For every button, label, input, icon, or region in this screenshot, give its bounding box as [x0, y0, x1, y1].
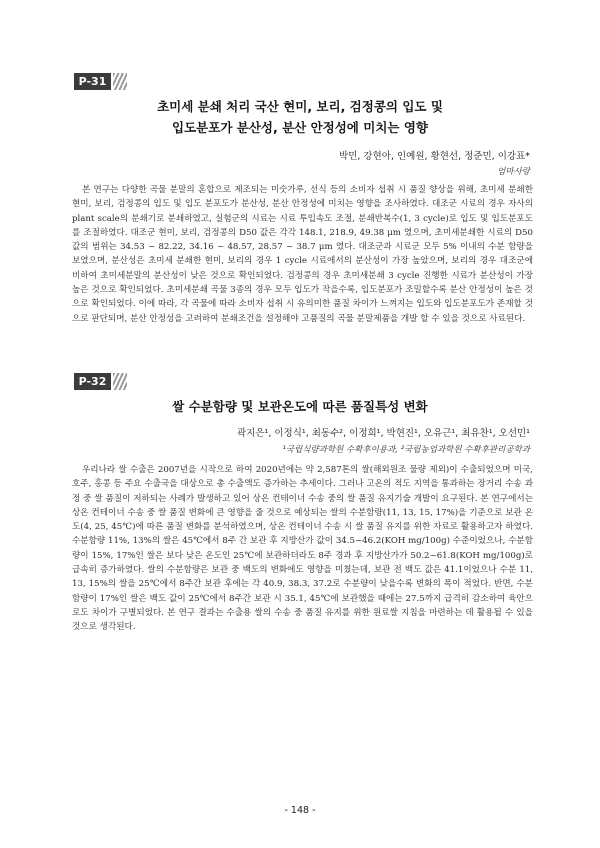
abstract-body-text: 우리나라 쌀 수출은 2007년을 시작으로 하여 2020년에는 약 2,587톤의 쌀(해외원조 물량 제외)이 수출되었으며 미국, 호주, 홍콩 등 주요 수출국을 대상으로 총 수출액도 증가하는 추세이다. 그러나 고온의 적도 지역을 통과하는 장거리 수송 과정 중 쌀 품질이 저하되는 사례가 발생하고 있어 상온 컨테이너 수송 중의 쌀 품질 유지기술 개발이 요구된다. 본 연구에서는 상온 컨테이너 수송 중 쌀 품질 변화에 큰 영향을 줄 것으로 예상되는 쌀의 수분함량(11, 13, 15, 17%)을 기준으로 보관 온도(4, 25, 45℃)에 따른 품질 변화를 분석하였으며, 상온 컨테이너 수송 시 쌀 품질 유지를 위한 자료로 활용하고자 하였다. 수분함량 11%, 13%의 쌀은 45℃에서 8주 간 보관 후 지방산가 값이 34.5~46.2(KOH mg/100g) 수준이었으나, 수분함량이 15%, 17%인 쌀은 보다 낮은 온도인 25℃에 보관하더라도 8주 경과 후 지방산가가 50.2~61.8(KOH mg/100g)로 급속히 증가하였다. 쌀의 수분함량은 보관 중 백도의 변화에도 영향을 미쳤는데, 보관 전 백도 값은 41.1이었으나 수분 11, 13, 15%의 쌀을 25℃에서 8주간 보관 후에는 각 40.9, 38.3, 37.2로 수분량이 낮을수록 변화의 폭이 적었다. 반면, 수분함량이 17%인 쌀은 백도 값이 25℃에서 8주간 보관 시 35.1, 45℃에 보관했을 때에는 27.5까지 급격히 감소하여 육안으로도 차이가 구별되었다. 본 연구 결과는 수출용 쌀의 수송 중 품질 유지를 위한 원료쌀 지침을 마련하는 데 활용될 수 있을 것으로 생각된다. — [72, 465, 533, 633]
tag-stripes-decoration — [113, 373, 127, 390]
abstract-body — [72, 183, 533, 326]
abstract-title-line1: 초미세 분쇄 처리 국산 현미, 보리, 검정콩의 입도 및 — [157, 99, 443, 114]
abstract-body-text: 본 연구는 다양한 곡물 분말의 혼합으로 제조되는 미숫가루, 선식 등의 소비자 섭취 시 품질 향상을 위해, 초미세 분쇄한 현미, 보리, 검정콩의 입도 및 입도 분포도가 분산성, 분산 안정성에 미치는 영향을 조사하였다. 대조군 시료의 경우 자사의 plant scale의 분쇄기로 분쇄하였고, 실험군의 시료는 시료 투입속도 조절, 분쇄반복수(1, 3 cycle)로 입도 및 입도분포도를 조절하였다. 대조군 현미, 보리, 검정콩의 D50 값은 각각 148.1, 218.9, 49.38 μm 였으며, 초미세분쇄한 시료의 D50 값의 범위는 34.53 ~ 82.22, 34.16 ~ 48.57, 28.57 ~ 38.7 μm 였다. 대조군과 시료군 모두 5% 이내의 수분 함량을 보였으며, 분산성은 초미세 분쇄한 현미, 보리의 경우 1 cycle 시료에서의 분산성이 가장 높았으며, 보리의 경우 대조군에 비하여 초미세분말의 분산성이 낮은 것으로 확인되었다. 검정콩의 경우 초미세분쇄 3 cycle 진행한 시료가 분산성이 가장 높은 것으로 확인되었다. 초미세분쇄 곡물 3종의 경우 모두 입도가 작을수록, 입도분포가 조밀할수록 분산 안정성이 높은 것으로 확인되었다. 이에 따라, 각 곡물에 따라 소비자 섭취 시 유의미한 품질 차이가 느껴지는 입도와 입도분포도가 존재할 것으로 판단되며, 분산 안정성을 고려하여 분쇄조건을 설정해야 고품질의 곡물 분말제품을 개발 할 수 있을 것으로 사료된다. — [72, 185, 533, 324]
abstract-affiliation: 엄마사랑 — [497, 167, 530, 177]
abstract-authors: 박민, 강현아, 인예원, 황현선, 정준민, 이강표* — [339, 151, 530, 162]
abstract-title-line2: 입도분포가 분산성, 분산 안정성에 미치는 영향 — [172, 120, 428, 135]
tag-label: P-31 — [74, 73, 111, 90]
abstract-affiliation: ¹국립식량과학원 수확후이용과, ²국립농업과학원 수확후관리공학과 — [282, 445, 530, 455]
tag-label: P-32 — [74, 373, 111, 390]
page-number: - 148 - — [284, 805, 316, 816]
abstract-title: 쌀 수분함량 및 보관온도에 따른 품질특성 변화 — [172, 399, 428, 414]
abstract-body — [72, 463, 533, 635]
abstract-authors: 곽지은¹, 이정식¹, 최동수², 이정희¹, 박현진¹, 오유근¹, 최유찬¹, 오선민¹ — [237, 428, 530, 439]
tag-stripes-decoration — [113, 73, 127, 90]
